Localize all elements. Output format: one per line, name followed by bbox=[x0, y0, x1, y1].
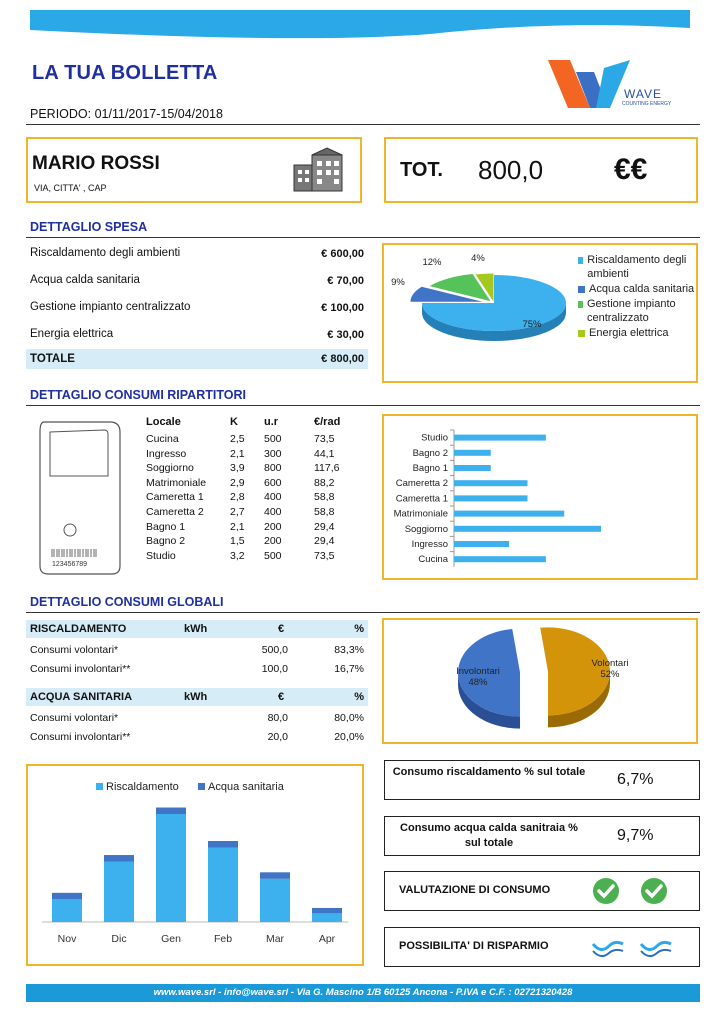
globali-row bbox=[26, 710, 368, 728]
globali-row bbox=[26, 729, 368, 747]
globali-row-label: Consumi involontari** bbox=[30, 663, 131, 675]
bar-riscaldamento bbox=[104, 862, 134, 922]
customer-box bbox=[26, 137, 362, 203]
spesa-row bbox=[26, 245, 368, 263]
table-cell: Bagno 1 bbox=[146, 520, 186, 533]
divider bbox=[26, 612, 700, 613]
category-label: Ingresso bbox=[411, 539, 448, 550]
wave-icon bbox=[591, 936, 625, 960]
bar bbox=[454, 480, 528, 486]
spesa-row bbox=[26, 299, 368, 317]
table-cell: 117,6 bbox=[314, 462, 340, 475]
globali-row-eur: 20,0 bbox=[267, 731, 288, 743]
billing-period: PERIODO: 01/11/2017-15/04/2018 bbox=[30, 107, 223, 121]
table-header: €/rad bbox=[314, 416, 341, 428]
legend-label: Acqua calda sanitaria bbox=[589, 283, 695, 295]
globali-row-pct: 16,7% bbox=[334, 663, 364, 675]
table-cell: Cameretta 2 bbox=[146, 506, 204, 518]
table-cell: 2,9 bbox=[230, 476, 245, 489]
ripartitori-chart-box bbox=[382, 414, 698, 580]
section-title-globali: DETTAGLIO CONSUMI GLOBALI bbox=[30, 595, 224, 609]
logo-subtext: COUNTING ENERGY bbox=[622, 101, 672, 107]
total-box bbox=[384, 137, 698, 203]
table-cell: 2,8 bbox=[230, 491, 245, 504]
bar-riscaldamento bbox=[52, 899, 82, 922]
category-label: Soggiorno bbox=[404, 523, 448, 535]
legend-item bbox=[578, 297, 696, 325]
device-serial: 123456789 bbox=[52, 561, 88, 568]
bar bbox=[454, 465, 491, 471]
globali-row bbox=[26, 661, 368, 679]
spesa-total-value: € 800,00 bbox=[321, 353, 364, 365]
summary-risc-value: 6,7% bbox=[617, 771, 654, 788]
footer-text: www.wave.srl - info@wave.srl - Via G. Mascino 1/B 60125 Ancona - P.IVA e C.F. : 02721320428 bbox=[153, 987, 573, 998]
table-cell: 300 bbox=[264, 447, 282, 460]
spesa-row-value: € 70,00 bbox=[327, 275, 364, 287]
spesa-row-label: Riscaldamento degli ambienti bbox=[30, 247, 181, 259]
volontari-pie-data-label: Involontari bbox=[456, 666, 500, 677]
table-cell: 500 bbox=[264, 433, 282, 445]
bar-riscaldamento bbox=[208, 847, 238, 922]
table-cell: 800 bbox=[264, 462, 282, 475]
globali-row-label: Consumi involontari** bbox=[30, 731, 131, 743]
euro-symbol: €€ bbox=[614, 153, 648, 186]
footer-band bbox=[26, 984, 700, 1002]
top-wave-band bbox=[0, 0, 719, 46]
legend-swatch bbox=[96, 783, 103, 790]
table-cell: Cameretta 1 bbox=[146, 491, 204, 504]
month-label: Nov bbox=[57, 933, 77, 945]
globali-section-name: RISCALDAMENTO bbox=[30, 623, 127, 635]
total-value: 800,0 bbox=[478, 155, 544, 185]
spesa-row-value: € 600,00 bbox=[321, 248, 364, 260]
customer-name: MARIO ROSSI bbox=[32, 153, 160, 174]
table-cell: Ingresso bbox=[146, 447, 187, 460]
category-label: Cucina bbox=[418, 554, 448, 566]
table-header: K bbox=[230, 416, 238, 428]
bar-riscaldamento bbox=[156, 814, 186, 922]
globali-chart-box bbox=[382, 618, 698, 744]
summary-acqua-box bbox=[384, 816, 700, 856]
volontari-pie-chart bbox=[384, 620, 696, 742]
month-label: Feb bbox=[213, 933, 233, 945]
globali-row-eur: 80,0 bbox=[267, 712, 288, 724]
table-cell: 3,9 bbox=[230, 462, 245, 475]
risparmio-label: POSSIBILITA' DI RISPARMIO bbox=[399, 940, 549, 952]
heat-meter-device bbox=[36, 416, 126, 576]
legend-label: Energia elettrica bbox=[589, 327, 669, 339]
spesa-total-row bbox=[26, 349, 368, 369]
wave-icon bbox=[639, 936, 673, 960]
legend-label: Riscaldamento bbox=[106, 781, 179, 793]
table-cell: 88,2 bbox=[314, 476, 335, 489]
globali-row-label: Consumi volontari* bbox=[30, 644, 119, 656]
bar-acqua bbox=[156, 808, 186, 814]
spesa-pie-data-label: 9% bbox=[391, 277, 405, 288]
table-cell: 200 bbox=[264, 535, 282, 548]
bar bbox=[454, 511, 564, 517]
globali-h-eur: € bbox=[278, 623, 285, 635]
table-cell: Studio bbox=[146, 549, 176, 562]
spesa-row-label: Energia elettrica bbox=[30, 328, 114, 340]
spesa-row bbox=[26, 272, 368, 290]
globali-h-pct: % bbox=[354, 691, 364, 703]
legend-label: Gestione impianto centralizzato bbox=[586, 298, 676, 324]
risparmio-box bbox=[384, 927, 700, 967]
spesa-pie-data-label: 12% bbox=[422, 257, 442, 268]
month-label: Apr bbox=[318, 933, 336, 945]
spesa-row bbox=[26, 326, 368, 344]
legend-label: Riscaldamento degli ambienti bbox=[587, 254, 687, 280]
globali-row-label: Consumi volontari* bbox=[30, 712, 119, 724]
spesa-chart-box bbox=[382, 243, 698, 383]
ripartitori-bar-chart bbox=[384, 416, 696, 578]
table-cell: 2,1 bbox=[230, 447, 245, 460]
spesa-pie-data-label: 75% bbox=[522, 319, 542, 330]
globali-header-row bbox=[26, 688, 368, 706]
volontari-pie-data-label: Volontari bbox=[591, 658, 629, 669]
globali-h-pct: % bbox=[354, 623, 364, 635]
category-label: Cameretta 1 bbox=[395, 493, 448, 505]
globali-row-eur: 100,0 bbox=[261, 663, 288, 675]
table-cell: 29,4 bbox=[314, 520, 335, 533]
spesa-pie-legend bbox=[578, 253, 696, 341]
table-cell: 2,5 bbox=[230, 433, 245, 445]
valutazione-box bbox=[384, 871, 700, 911]
category-label: Studio bbox=[421, 432, 448, 444]
volontari-pie-data-label: 52% bbox=[600, 669, 620, 680]
wave-logo bbox=[546, 56, 686, 112]
table-cell: 400 bbox=[264, 491, 282, 504]
legend-swatch bbox=[578, 330, 585, 337]
month-label: Gen bbox=[161, 933, 181, 945]
bar-acqua bbox=[260, 872, 290, 878]
globali-header-row bbox=[26, 620, 368, 638]
summary-acqua-label: Consumo acqua calda sanitraia % sul totale bbox=[400, 822, 578, 849]
bar bbox=[454, 541, 509, 547]
legend-label: Acqua sanitaria bbox=[208, 781, 284, 793]
legend-swatch bbox=[578, 301, 583, 308]
table-header: Locale bbox=[146, 416, 181, 428]
bar-acqua bbox=[208, 841, 238, 847]
table-cell: 73,5 bbox=[314, 433, 335, 445]
globali-row-pct: 80,0% bbox=[334, 712, 364, 724]
check-icon bbox=[591, 876, 621, 906]
divider bbox=[26, 405, 700, 406]
summary-acqua-value: 9,7% bbox=[617, 827, 654, 844]
monthly-chart-box bbox=[26, 764, 364, 966]
legend-swatch bbox=[578, 286, 585, 293]
category-label: Bagno 2 bbox=[412, 447, 448, 459]
globali-row-pct: 83,3% bbox=[334, 644, 364, 656]
summary-risc-label: Consumo riscaldamento % sul totale bbox=[392, 766, 586, 778]
legend-swatch bbox=[198, 783, 205, 790]
table-header: u.r bbox=[264, 416, 279, 428]
globali-section-name: ACQUA SANITARIA bbox=[30, 691, 133, 703]
volontari-pie-data-label: 48% bbox=[468, 677, 488, 688]
customer-address: VIA, CITTA' , CAP bbox=[34, 183, 107, 193]
monthly-bar-chart bbox=[28, 766, 362, 964]
spesa-pie-data-label: 4% bbox=[471, 253, 485, 264]
total-label: TOT. bbox=[400, 159, 443, 181]
table-cell: Bagno 2 bbox=[146, 535, 186, 548]
section-title-spesa: DETTAGLIO SPESA bbox=[30, 220, 148, 234]
bar bbox=[454, 556, 546, 562]
table-cell: 58,8 bbox=[314, 506, 335, 518]
valutazione-label: VALUTAZIONE DI CONSUMO bbox=[399, 884, 551, 896]
bar bbox=[454, 526, 601, 532]
page-title: LA TUA BOLLETTA bbox=[32, 62, 218, 84]
category-label: Bagno 1 bbox=[412, 463, 448, 474]
table-cell: Matrimoniale bbox=[146, 476, 207, 489]
bar-riscaldamento bbox=[260, 879, 290, 922]
globali-h-eur: € bbox=[278, 691, 285, 703]
table-cell: 2,1 bbox=[230, 520, 245, 533]
table-cell: 44,1 bbox=[314, 447, 335, 460]
table-cell: 600 bbox=[264, 476, 282, 489]
spesa-row-value: € 100,00 bbox=[321, 302, 364, 314]
month-label: Mar bbox=[265, 933, 285, 945]
globali-row-eur: 500,0 bbox=[261, 644, 288, 656]
bar bbox=[454, 435, 546, 441]
bar-acqua bbox=[312, 908, 342, 913]
legend-item bbox=[578, 253, 696, 281]
table-cell: 2,7 bbox=[230, 506, 245, 518]
table-cell: Cucina bbox=[146, 433, 179, 445]
building-icon bbox=[292, 147, 350, 193]
globali-row bbox=[26, 642, 368, 660]
bar bbox=[454, 495, 528, 501]
divider bbox=[26, 237, 700, 238]
spesa-total-label: TOTALE bbox=[30, 353, 75, 365]
legend-swatch bbox=[578, 257, 583, 264]
spesa-row-label: Gestione impianto centralizzato bbox=[30, 301, 191, 313]
bar-acqua bbox=[104, 855, 134, 861]
spesa-row-label: Acqua calda sanitaria bbox=[30, 274, 140, 286]
section-title-ripartitori: DETTAGLIO CONSUMI RIPARTITORI bbox=[30, 388, 246, 402]
month-label: Dic bbox=[111, 933, 127, 945]
bar-riscaldamento bbox=[312, 913, 342, 922]
summary-risc-box bbox=[384, 760, 700, 800]
table-cell: 58,8 bbox=[314, 491, 335, 504]
table-cell: 200 bbox=[264, 520, 282, 533]
table-cell: Soggiorno bbox=[146, 462, 194, 475]
divider bbox=[26, 124, 700, 125]
table-cell: 1,5 bbox=[230, 535, 245, 548]
table-cell: 73,5 bbox=[314, 549, 335, 562]
legend-item bbox=[578, 326, 696, 340]
bar bbox=[454, 450, 491, 456]
bar-acqua bbox=[52, 893, 82, 899]
table-cell: 500 bbox=[264, 549, 282, 562]
table-cell: 29,4 bbox=[314, 535, 335, 548]
table-cell: 3,2 bbox=[230, 549, 245, 562]
globali-h-kwh: kWh bbox=[184, 623, 208, 635]
spesa-row-value: € 30,00 bbox=[327, 329, 364, 341]
category-label: Matrimoniale bbox=[393, 508, 448, 520]
table-cell: 400 bbox=[264, 506, 282, 518]
category-label: Cameretta 2 bbox=[395, 478, 448, 490]
check-icon bbox=[639, 876, 669, 906]
globali-row-pct: 20,0% bbox=[334, 731, 364, 743]
logo-text: WAVE bbox=[624, 87, 663, 101]
globali-h-kwh: kWh bbox=[184, 691, 208, 703]
legend-item bbox=[578, 282, 696, 296]
